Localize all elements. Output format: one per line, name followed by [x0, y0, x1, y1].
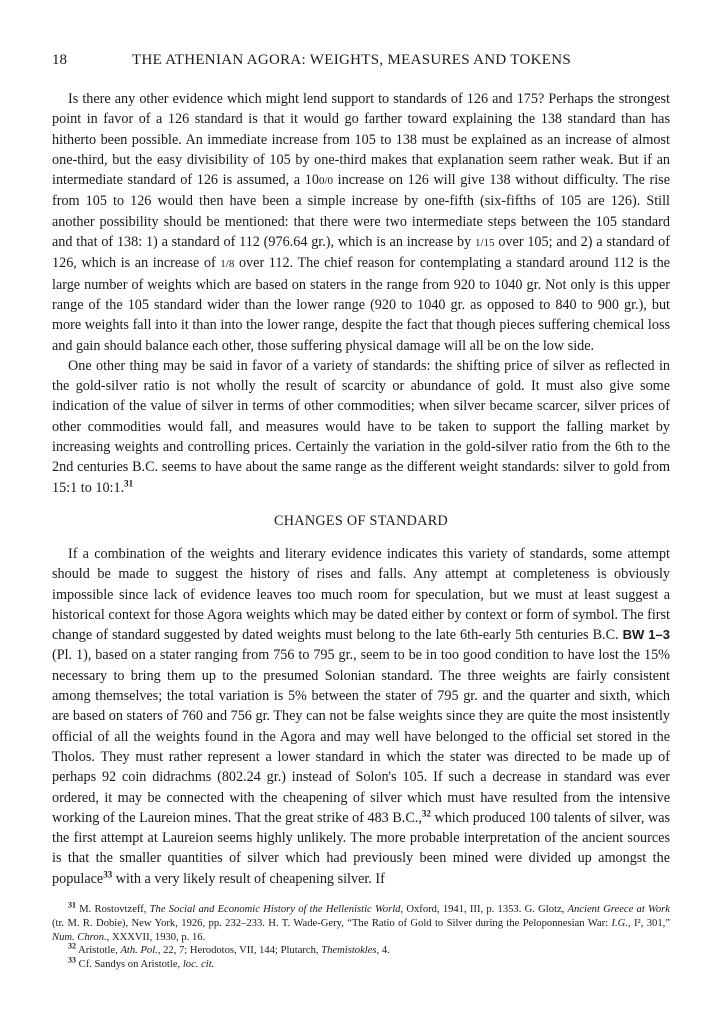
fraction-one-fifteenth: 1/15 — [474, 237, 495, 250]
paragraph-2: One other thing may be said in favor of a variety of standards: the shifting price of silver as reflected in the gold-silver ratio is not wholly the result of scarcity or abundance of gold. It must also give some indication of the value of silver in terms of other commodities; when silver became scarcer, silver prices of other commodities would fall, and measures would have to be taken to support the falling market by increasing weights and controlling prices. Certainly the variation in the gold-silver ratio from the 6th to the 2nd centuries B.C. seems to have about the same range as the different weight standards: silver to gold from 15:1 to 10:1.31 — [52, 357, 670, 496]
percent-sign: 0/0 — [318, 175, 334, 188]
section-heading: CHANGES OF STANDARD — [273, 513, 449, 529]
body-text-bottom — [52, 544, 670, 889]
footnote-ref-33: 33 — [103, 869, 113, 880]
footnotes — [52, 900, 670, 972]
footnote-ref-32: 32 — [421, 808, 431, 819]
running-title: THE ATHENIAN AGORA: WEIGHTS, MEASURES AND TOKENS — [132, 52, 571, 68]
page-number: 18 — [52, 52, 67, 68]
paragraph-3: If a combination of the weights and literary evidence indicates this variety of standards, some attempt should be made to suggest the history of rises and falls. Any attempt at completeness is obviously impossible since lack of evidence leaves too much room for speculation, but we must at least suggest a historical context for those Agora weights which may be dated either by context or form of symbol. The first change of standard suggested by dated weights must belong to the late 6th-early 5th centuries B.C. BW 1–3 (Pl. 1), based on a stater ranging from 756 to 795 gr., seem to be in too good condition to have lost the 15% necessary to bring them up to the presumed Solonian standard. The three weights are fairly consistent among themselves; the total variation is 5% between the stater of 795 gr. and the quarter and sixth, which are based on staters of 760 and 756 gr. They can not be false weights since they are quite the most insistently official of all the weights found in the Agora and may well have belonged to the official set stored in the Tholos. They must rather represent a lower standard in which the stater was directed to be made up of perhaps 92 coin didrachms (802.24 gr.) instead of Solon's 105. If such a decrease in standard was ever ordered, it may be connected with the cheapening of silver which must have resulted from the intensive working of the Laureion mines. That the great strike of 483 B.C.,$^{32}$ which produced 100 talents of silver, was the first attempt at Laureion seems highly unlikely. The more probable interpretation of the ancient sources is that the smaller quantities of silver which had previously been mined were divided up amongst the populace$^{33}$ with a very likely result of cheapening silver. If — [52, 546, 671, 887]
footnote-ref-31: 31 — [124, 477, 134, 488]
weight-catalogue-ref: BW 1–3 — [622, 627, 671, 643]
body-text-top — [52, 89, 670, 498]
footnote-33: $^{33}$ Cf. Sandys on Aristotle, loc. cit. — [68, 955, 215, 971]
footnote-32: $^{32}$ Aristotle, Ath. Pol., 22, 7; Herodotos, VII, 144; Plutarch, Themistokles, 4. — [68, 941, 390, 957]
paragraph-1: Is there any other evidence which might lend support to standards of 126 and 175? Perhaps the strongest point in favor of a 126 standard is that it would go farther toward explaining the 138 standard than has hitherto been possible. An immediate increase from 105 to 138 must be explained as an increase of almost one-third, but the easy divisibility of 105 by one-third makes that explanation seem rather weak. But if an intermediate standard of 126 is assumed, a 100/0 increase on 126 will give 138 without difficulty. The rise from 105 to 126 would then have been a simple increase by one-fifth (six-fifths of 105 are 126). Still another possibility should be mentioned: that there were two intermediate steps between the 105 standard and that of 138: 1) a standard of 112 (976.64 gr.), which is an increase by 1/15 over 105; and 2) a standard of 126, which is an increase of 1/8 over 112. The chief reason for contemplating a standard around 112 is the large number of weights which are based on staters in the range from 920 to 1040 gr. Not only is this upper range of the 105 standard wider than the lower range (920 to 1040 gr. as opposed to 840 to 900 gr.), but more weights fall into it than into the lower range, despite the fact that though pieces suffering chemical loss and gain should balance each other, those suffering physical damage will all be on the low side. — [52, 91, 670, 354]
fraction-one-eighth: 1/8 — [220, 258, 235, 271]
page-header — [52, 52, 672, 72]
footnote-31: $^{31}$ M. Rostovtzeff, The Social and Economic History of the Hellenistic World, Oxford, 1941, III, p. 1353. G. Glotz, Ancient Greece at Work (tr. M. R. Dobie), New York, 1926, pp. 232–233. H. T. Wade-Gery, “The Ratio of Gold to Silver during the Peloponnesian War: I.G., I², 301,” Num. Chron., XXXVII, 1930, p. 16. — [52, 900, 670, 943]
